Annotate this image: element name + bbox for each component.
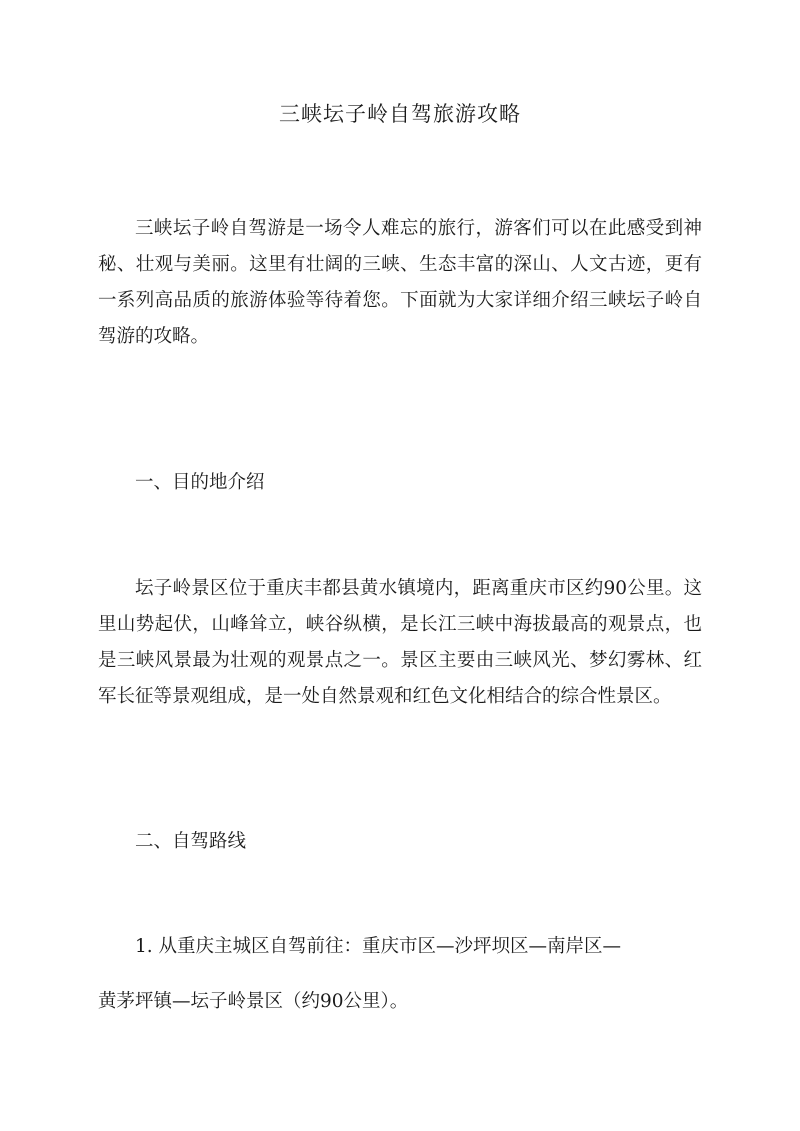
route-item-line-2: 黄茅坪镇—坛子岭景区（约90公里）。 (98, 991, 409, 1012)
route-item-line-1: 1. 从重庆主城区自驾前往：重庆市区—沙坪坝区—南岸区— (135, 936, 622, 957)
section-heading-route: 二、自驾路线 (135, 831, 247, 852)
destination-paragraph: 坛子岭景区位于重庆丰都县黄水镇境内，距离重庆市区约90公里。这里山势起伏，山峰耸立，峡谷纵横，是长江三峡中海拔最高的观景点，也是三峡风景最为壮观的观景点之一。景区主要由三峡风光、梦幻雾林、红军长征等景观组成，是一处自然景观和红色文化相结合的综合性景区。 (98, 578, 702, 707)
section-heading-destination: 一、目的地介绍 (135, 472, 265, 493)
document-title: 三峡坛子岭自驾旅游攻略 (279, 102, 521, 126)
intro-paragraph: 三峡坛子岭自驾游是一场令人难忘的旅行，游客们可以在此感受到神秘、壮观与美丽。这里有壮阔的三峡、生态丰富的深山、人文古迹，更有一系列高品质的旅游体验等待着您。下面就为大家详细介绍三峡坛子岭自驾游的攻略。 (98, 218, 702, 347)
